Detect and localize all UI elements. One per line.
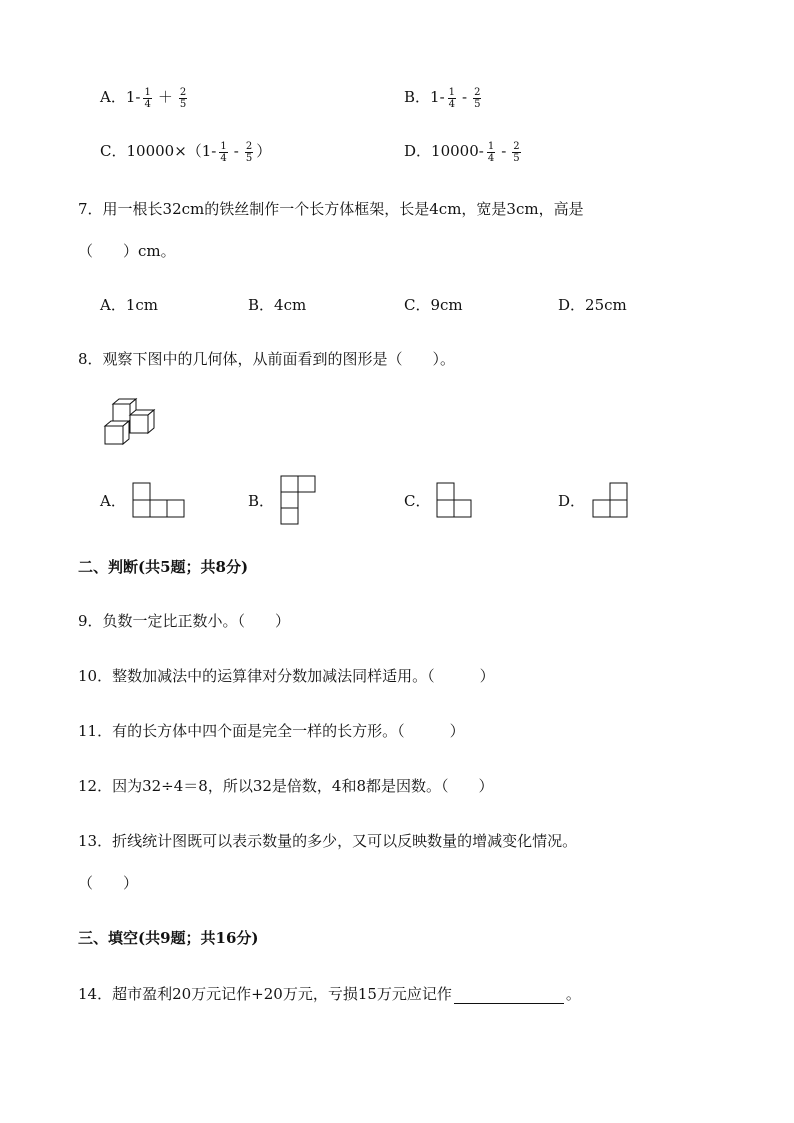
fraction: $\frac{1}{4}$: [144, 86, 151, 110]
judgment-item-13: 13．折线统计图既可以表示数量的多少，又可以反映数量的增减变化情况。: [78, 832, 578, 850]
section-heading-judgment: 二、判断(共5题；共8分): [78, 558, 249, 576]
judgment-item-12: 12．因为32÷4＝8，所以32是倍数，4和8都是因数。（ ）: [78, 777, 494, 795]
fraction: $\frac{1}{4}$: [448, 86, 456, 110]
fill-item-14: [78, 983, 581, 1004]
q6-option-d[interactable]: [404, 140, 524, 164]
option-label: B．1-: [404, 88, 445, 106]
q6-option-c[interactable]: [100, 140, 271, 164]
fraction: $\frac{2}{5}$: [179, 86, 187, 110]
judgment-item-9: 9．负数一定比正数小。（ ）: [78, 612, 291, 630]
operator: ＋: [157, 88, 173, 106]
q8-text: 8．观察下图中的几何体，从前面看到的图形是（ ）。: [78, 350, 456, 368]
section-heading-fill-in: 三、填空(共9题；共16分): [78, 929, 259, 947]
q6-option-b[interactable]: [404, 86, 484, 110]
fraction: $\frac{1}{4}$: [487, 140, 495, 164]
q8-option-d[interactable]: D．: [558, 492, 586, 510]
q6-option-a[interactable]: [100, 86, 190, 110]
q7-text-line1: 7．用一根长32cm的铁丝制作一个长方体框架，长是4cm，宽是3cm，高是: [78, 200, 584, 218]
q8-option-c[interactable]: C．: [404, 492, 431, 510]
option-label: A．1-: [100, 88, 141, 106]
judgment-item-13-bracket: （ ）: [78, 874, 139, 892]
judgment-item-10: 10．整数加减法中的运算律对分数加减法同样适用。（ ）: [78, 667, 495, 685]
q8-option-d-figure[interactable]: [592, 482, 630, 518]
fraction: $\frac{2}{5}$: [513, 140, 520, 164]
close-paren: ）: [256, 142, 272, 160]
q7-text-line2: （ ）cm。: [78, 242, 176, 260]
q8-cube-figure: [100, 396, 160, 450]
fill-item-14-text: 14．超市盈利20万元记作+20万元，亏损15万元应记作: [78, 985, 452, 1003]
fraction: $\frac{2}{5}$: [245, 140, 253, 164]
q8-option-a-figure[interactable]: [132, 482, 186, 518]
option-label: D．10000-: [404, 142, 484, 160]
operator: -: [501, 142, 507, 160]
q8-option-b-figure[interactable]: [280, 475, 318, 525]
operator: -: [462, 88, 468, 106]
q8-option-c-figure[interactable]: [436, 482, 474, 518]
q8-option-a[interactable]: A．: [100, 492, 126, 510]
answer-blank[interactable]: [454, 989, 564, 1004]
q7-option-a[interactable]: A．1cm: [100, 296, 159, 314]
fill-item-14-end: 。: [565, 985, 581, 1003]
q8-option-b[interactable]: B．: [248, 492, 275, 510]
judgment-item-11: 11．有的长方体中四个面是完全一样的长方形。（ ）: [78, 722, 465, 740]
option-label: C．10000×（1-: [100, 142, 217, 160]
fraction: $\frac{2}{5}$: [474, 86, 481, 110]
q7-option-d[interactable]: D．25cm: [558, 296, 627, 314]
operator: -: [233, 142, 239, 160]
fraction: $\frac{1}{4}$: [220, 140, 227, 164]
q7-option-b[interactable]: B．4cm: [248, 296, 307, 314]
q7-option-c[interactable]: C．9cm: [404, 296, 463, 314]
